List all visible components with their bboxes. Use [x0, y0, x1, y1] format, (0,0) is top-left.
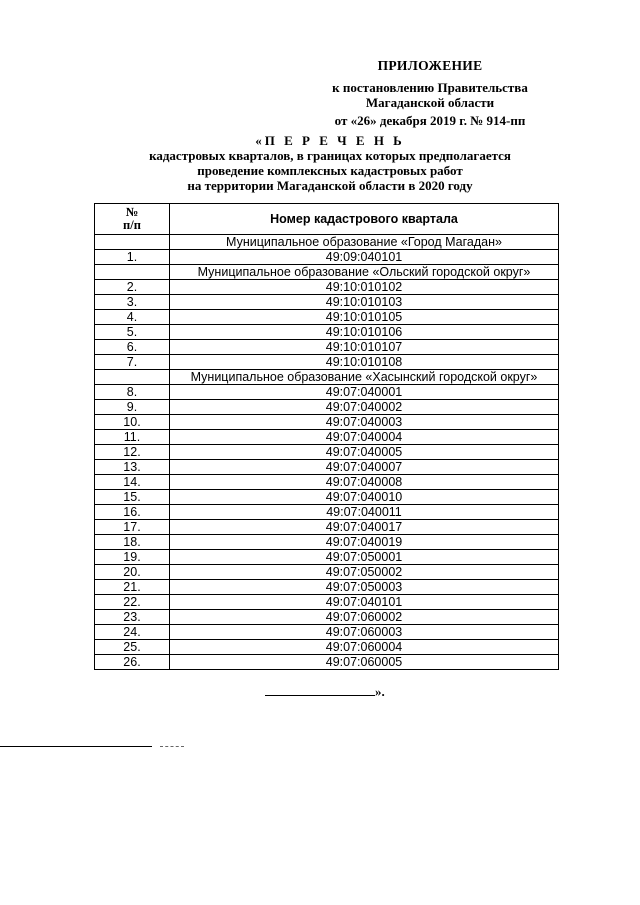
table-row — [95, 550, 559, 565]
row-code-cell: 49:07:040017 — [170, 520, 559, 535]
column-header-number-bottom: п/п — [123, 218, 141, 232]
row-code-cell: 49:07:040005 — [170, 445, 559, 460]
row-code-cell: 49:07:050003 — [170, 580, 559, 595]
table-row — [95, 400, 559, 415]
table-row — [95, 640, 559, 655]
row-code-cell: 49:10:010108 — [170, 355, 559, 370]
table-row — [95, 505, 559, 520]
row-number-cell: 17. — [95, 520, 170, 535]
column-header-number-top: № — [125, 205, 139, 219]
table-header-row — [95, 204, 559, 235]
row-number-cell: 16. — [95, 505, 170, 520]
row-number-cell: 10. — [95, 415, 170, 430]
row-code-cell: 49:07:040010 — [170, 490, 559, 505]
closing-underline — [265, 685, 375, 696]
heading-line-2: проведение комплексных кадастровых работ — [197, 163, 463, 178]
heading-title: «П Е Р Е Ч Е Н Ь — [255, 133, 405, 148]
appendix-date: от «26» декабря 2019 г. № 914-пп — [334, 113, 526, 128]
row-number-cell: 2. — [95, 280, 170, 295]
row-code-cell: 49:07:040101 — [170, 595, 559, 610]
row-number-cell: 20. — [95, 565, 170, 580]
table-row — [95, 565, 559, 580]
table-row — [95, 460, 559, 475]
table-row — [95, 475, 559, 490]
row-number-cell: 9. — [95, 400, 170, 415]
row-code-cell: 49:10:010103 — [170, 295, 559, 310]
column-header-number — [95, 204, 170, 235]
table-row — [95, 625, 559, 640]
table-row — [95, 340, 559, 355]
row-number-cell: 7. — [95, 355, 170, 370]
group-row — [95, 265, 559, 280]
table-row — [95, 295, 559, 310]
table-row — [95, 250, 559, 265]
row-number-cell: 18. — [95, 535, 170, 550]
table-row — [95, 445, 559, 460]
table-row — [95, 355, 559, 370]
row-number-cell: 26. — [95, 655, 170, 670]
appendix-block — [300, 58, 560, 128]
row-code-cell: 49:07:040007 — [170, 460, 559, 475]
row-code-cell: 49:07:050002 — [170, 565, 559, 580]
row-code-cell: 49:09:040101 — [170, 250, 559, 265]
row-number-cell: 6. — [95, 340, 170, 355]
heading-line-1: кадастровых кварталов, в границах которых предполагается — [149, 148, 511, 163]
document-heading — [100, 133, 560, 193]
row-code-cell: 49:07:060004 — [170, 640, 559, 655]
row-number-cell: 24. — [95, 625, 170, 640]
table-body — [95, 235, 559, 670]
table-row — [95, 580, 559, 595]
row-code-cell: 49:07:040008 — [170, 475, 559, 490]
row-number-cell: 22. — [95, 595, 170, 610]
row-code-cell: 49:07:060005 — [170, 655, 559, 670]
group-row — [95, 370, 559, 385]
group-name-cell: Муниципальное образование «Хасынский городской округ» — [170, 370, 559, 385]
footer-dash — [160, 746, 184, 747]
cadastral-table — [94, 203, 559, 670]
footer-rule — [0, 746, 152, 747]
closing-line — [265, 684, 385, 700]
table-row — [95, 535, 559, 550]
row-number-cell: 15. — [95, 490, 170, 505]
row-code-cell: 49:07:060003 — [170, 625, 559, 640]
table-row — [95, 415, 559, 430]
row-code-cell: 49:07:040011 — [170, 505, 559, 520]
row-number-cell: 8. — [95, 385, 170, 400]
row-number-cell: 12. — [95, 445, 170, 460]
appendix-line-1: к постановлению Правительства — [332, 80, 528, 95]
group-number-cell — [95, 370, 170, 385]
row-code-cell: 49:07:060002 — [170, 610, 559, 625]
row-number-cell: 5. — [95, 325, 170, 340]
row-number-cell: 13. — [95, 460, 170, 475]
row-number-cell: 4. — [95, 310, 170, 325]
row-code-cell: 49:10:010107 — [170, 340, 559, 355]
table-row — [95, 430, 559, 445]
table-row — [95, 385, 559, 400]
row-number-cell: 14. — [95, 475, 170, 490]
table-row — [95, 490, 559, 505]
table-row — [95, 610, 559, 625]
row-number-cell: 3. — [95, 295, 170, 310]
group-number-cell — [95, 235, 170, 250]
row-number-cell: 19. — [95, 550, 170, 565]
table-row — [95, 325, 559, 340]
column-header-code: Номер кадастрового квартала — [170, 204, 559, 235]
row-number-cell: 11. — [95, 430, 170, 445]
table-row — [95, 280, 559, 295]
row-code-cell: 49:07:040004 — [170, 430, 559, 445]
appendix-title: ПРИЛОЖЕНИЕ — [377, 58, 483, 73]
group-number-cell — [95, 265, 170, 280]
row-code-cell: 49:07:040019 — [170, 535, 559, 550]
table-row — [95, 655, 559, 670]
row-code-cell: 49:07:050001 — [170, 550, 559, 565]
heading-line-3: на территории Магаданской области в 2020 году — [187, 178, 473, 193]
row-number-cell: 25. — [95, 640, 170, 655]
table-row — [95, 595, 559, 610]
row-code-cell: 49:10:010102 — [170, 280, 559, 295]
row-code-cell: 49:07:040002 — [170, 400, 559, 415]
row-code-cell: 49:10:010106 — [170, 325, 559, 340]
row-number-cell: 23. — [95, 610, 170, 625]
group-row — [95, 235, 559, 250]
closing-quote: ». — [375, 684, 385, 699]
table-row — [95, 310, 559, 325]
row-number-cell: 1. — [95, 250, 170, 265]
row-code-cell: 49:07:040001 — [170, 385, 559, 400]
row-code-cell: 49:07:040003 — [170, 415, 559, 430]
row-code-cell: 49:10:010105 — [170, 310, 559, 325]
group-name-cell: Муниципальное образование «Ольский городской округ» — [170, 265, 559, 280]
appendix-line-2: Магаданской области — [365, 95, 495, 110]
group-name-cell: Муниципальное образование «Город Магадан» — [170, 235, 559, 250]
row-number-cell: 21. — [95, 580, 170, 595]
table-row — [95, 520, 559, 535]
